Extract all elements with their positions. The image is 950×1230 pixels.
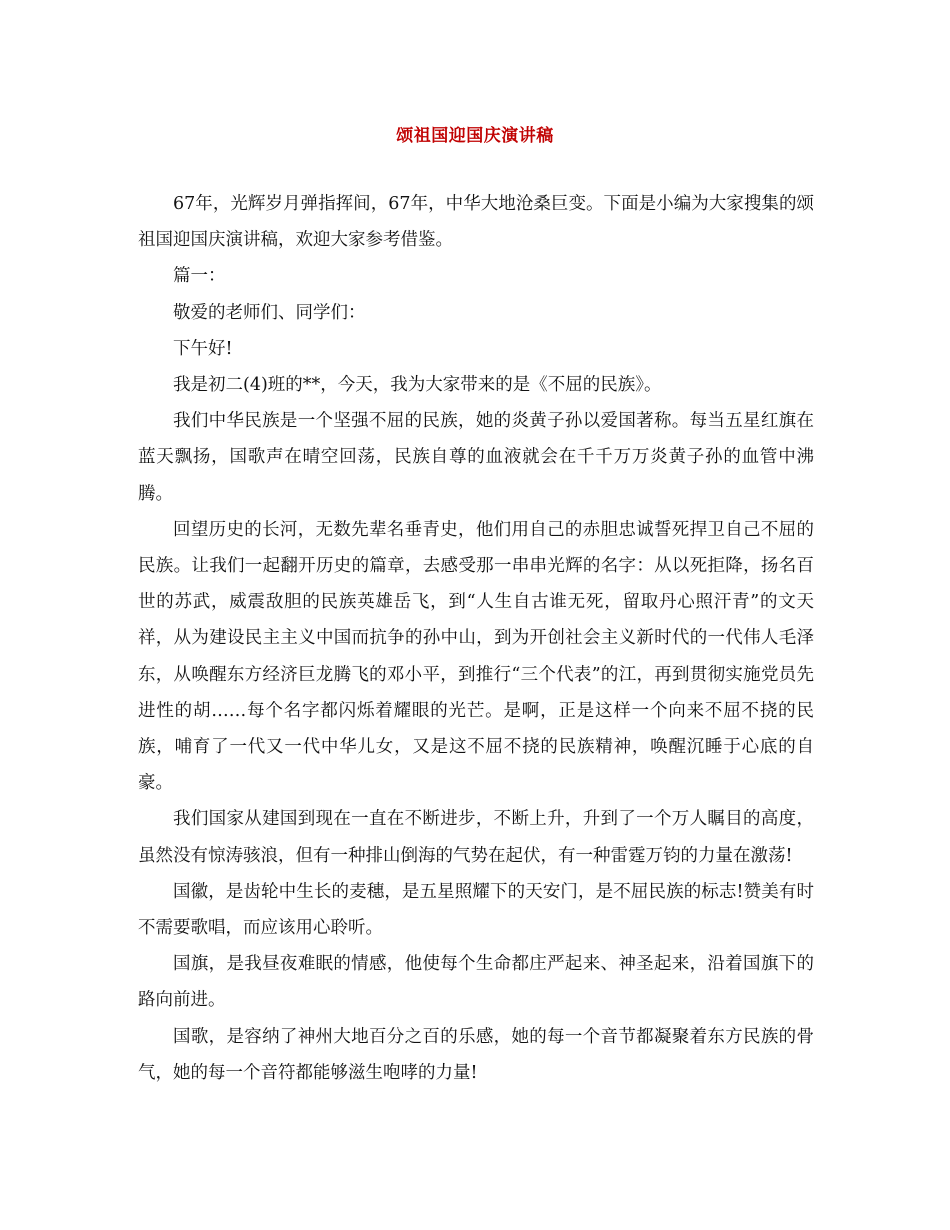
paragraph: 国徽，是齿轮中生长的麦穗，是五星照耀下的天安门，是不屈民族的标志!赞美有时不需要歌唱，而应该用心聆听。: [138, 881, 814, 939]
document-title: 颂祖国迎国庆演讲稿: [396, 126, 554, 146]
paragraph: 我是初二(4)班的**，今天，我为大家带来的是《不屈的民族》。: [173, 375, 662, 396]
paragraph: 敬爱的老师们、同学们：: [173, 302, 366, 323]
paragraph: 国旗，是我昼夜难眠的情感，他使每个生命都庄严起来、神圣起来，沿着国旗下的路向前进。: [138, 954, 814, 1011]
document-body: [138, 186, 814, 1091]
paragraph: 我们中华民族是一个坚强不屈的民族，她的炎黄子孙以爱国著称。每当五星红旗在蓝天飘扬，国歌声在晴空回荡，民族自尊的血液就会在千千万万炎黄子孙的血管中沸腾。: [138, 411, 814, 504]
paragraph: 67年，光辉岁月弹指挥间，67年，中华大地沧桑巨变。下面是小编为大家搜集的颂祖国迎国庆演讲稿，欢迎大家参考借鉴。: [138, 194, 814, 251]
paragraph: 国歌，是容纳了神州大地百分之百的乐感，她的每一个音节都凝聚着东方民族的骨气，她的每一个音符都能够滋生咆哮的力量!: [138, 1026, 814, 1083]
paragraph: 篇一：: [173, 266, 226, 287]
paragraph: 回望历史的长河，无数先辈名垂青史，他们用自己的赤胆忠诚誓死捍卫自己不屈的民族。让我们一起翻开历史的篇章，去感受那一串串光辉的名字：从以死拒降，扬名百世的苏武，威震敌胆的民族英雄岳飞，到“人生自古谁无死，留取丹心照汗青”的文天祥，从为建设民主主义中国而抗争的孙中山，到为开创社会主义新时代的一代伟人毛泽东，从唤醒东方经济巨龙腾飞的邓小平，到推行“三个代表”的江，再到贯彻实施党员先进性的胡……每个名字都闪烁着耀眼的光芒。是啊，正是这样一个向来不屈不挠的民族，哺育了一代又一代中华儿女，又是这不屈不挠的民族精神，唤醒沉睡于心底的自豪。: [138, 519, 814, 794]
paragraph: 我们国家从建国到现在一直在不断进步，不断上升，升到了一个万人瞩目的高度，虽然没有惊涛骇浪，但有一种排山倒海的气势在起伏，有一种雷霆万钧的力量在激荡!: [138, 809, 814, 866]
paragraph: 下午好!: [173, 338, 233, 359]
